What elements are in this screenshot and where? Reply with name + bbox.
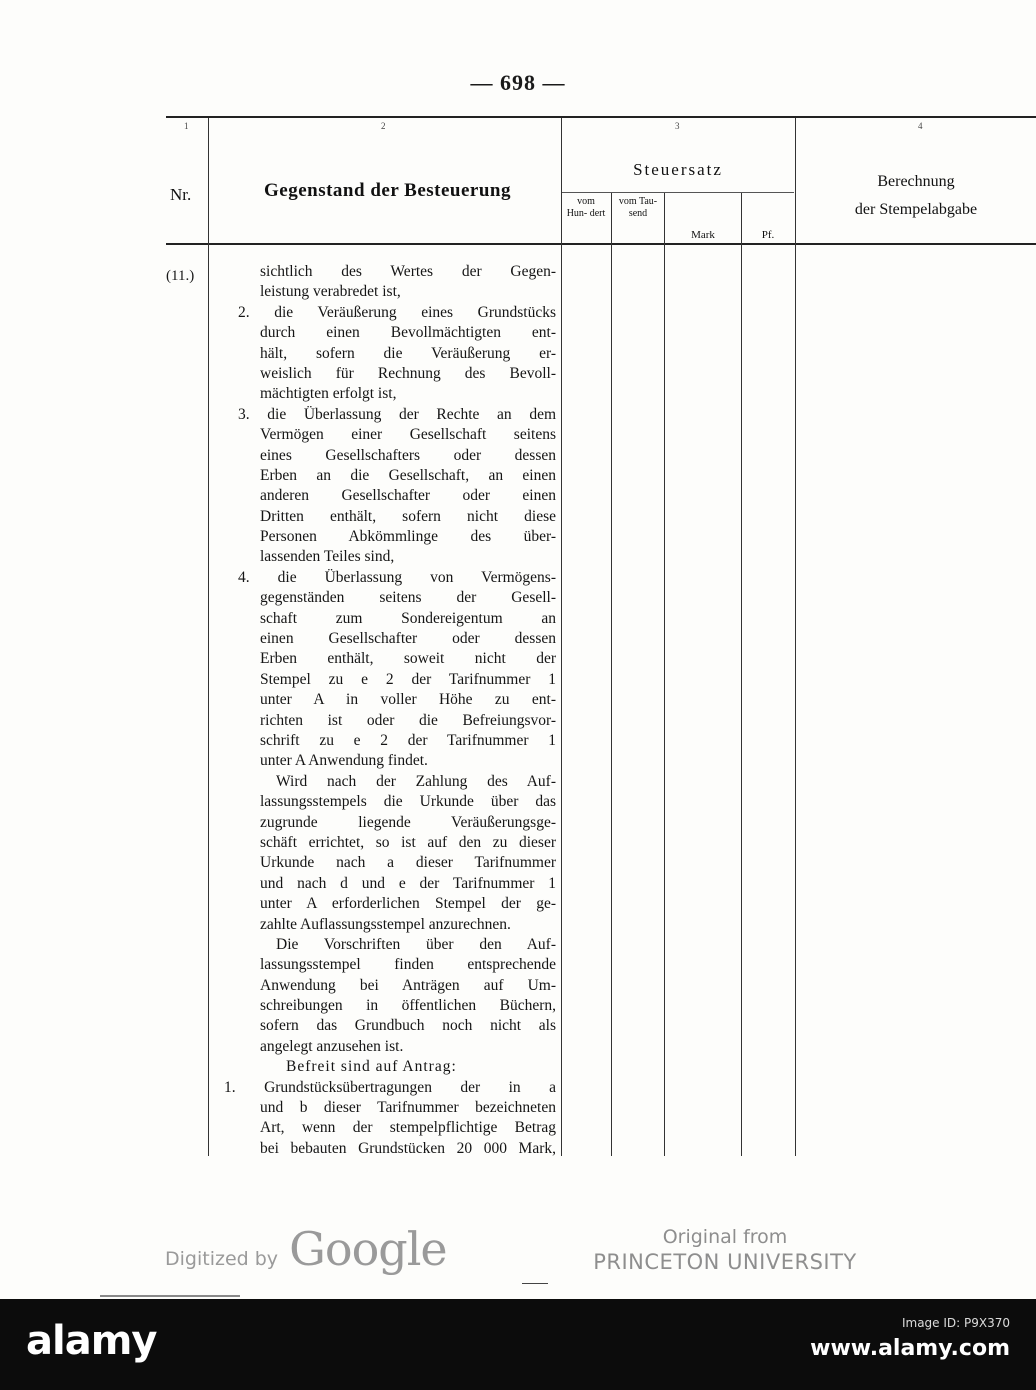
princeton-university: PRINCETON UNIVERSITY [593,1250,857,1274]
text-line: gegenständen seitens der Gesell- [260,589,556,607]
text-line: 3. die Überlassung der Rechte an dem [238,405,556,423]
column-divider-3b [664,193,665,1156]
image-id: Image ID: P9X370 [901,1316,1010,1330]
text-line: richten ist oder die Befreiungsvor- [260,711,556,729]
column-number-3: 3 [675,121,680,131]
row-number: (11.) [166,268,195,284]
alamy-logo: alamy [26,1318,157,1364]
text-line: Urkunde nach a dieser Tarifnummer [260,854,556,872]
header-pf: Pf. [761,229,775,241]
text-line: Anwendung bei Anträgen auf Um- [260,976,556,994]
text-line: leistung verabredet ist, [260,283,401,301]
column-divider-3a [611,193,612,1156]
page-number: — 698 — [470,70,566,95]
header-berechnung-line2: der Stempelabgabe [854,201,978,218]
header-bottom-rule [166,243,1036,245]
column-number-1: 1 [184,121,189,131]
text-line: zugrunde liegende Veräußerungsge- [260,813,556,831]
text-line: Erben an die Gesellschaft, an einen [260,466,556,484]
column-number-4: 4 [918,121,923,131]
header-vom-tausend: vom Tau- send [618,196,658,219]
text-line: zahlte Auflassungsstempel anzurechnen. [260,915,511,933]
text-line: lassungsstempels die Urkunde über das [260,793,556,811]
text-line: Vermögen einer Gesellschaft seitens [260,426,556,444]
text-line: bei bebauten Grundstücken 20 000 Mark, [260,1139,556,1157]
column-divider-4 [795,118,796,1156]
text-line: Stempel zu e 2 der Tarifnummer 1 [260,670,556,688]
text-line: Wird nach der Zahlung des Auf- [276,772,556,790]
text-line: schrift zu e 2 der Tarifnummer 1 [260,731,556,749]
text-line: hält, sofern die Veräußerung er- [260,344,556,362]
text-line: und nach d und e der Tarifnummer 1 [260,874,556,892]
alamy-site: www.alamy.com [810,1336,1010,1361]
google-logo: Google [289,1222,447,1276]
alamy-meta [810,1316,1010,1361]
text-line: weislich für Rechnung des Bevoll- [260,364,556,382]
steuersatz-subrule [562,192,794,193]
header-steuersatz: Steuersatz [633,160,723,179]
text-line: anderen Gesellschafter oder einen [260,487,556,505]
original-from-label: Original from [662,1226,788,1248]
column-number-2: 2 [381,121,386,131]
text-line: eines Gesellschafters oder dessen [260,446,556,464]
text-line: Befreit sind auf Antrag: [286,1058,457,1076]
text-line: unter A in voller Höhe zu ent- [260,691,556,709]
header-mark: Mark [691,229,715,241]
header-gegenstand: Gegenstand der Besteuerung [264,180,511,201]
text-line: schreibungen in öffentlichen Büchern, [260,997,556,1015]
text-line: lassungsstempel finden entsprechende [260,956,556,974]
header-vom-hundert: vom Hun- dert [566,196,606,219]
text-line: und b dieser Tarifnummer bezeichneten [260,1099,556,1117]
text-line: Art, wenn der stempelpflichtige Betrag [260,1119,556,1137]
table-top-rule [166,116,1036,118]
text-line: sichtlich des Wertes der Gegen- [260,263,556,280]
text-line: Dritten enthält, sofern nicht diese [260,507,556,525]
text-line: 1. Grundstücksübertragungen der in a [224,1078,556,1096]
bottom-dash [522,1283,548,1284]
original-from [560,1226,890,1274]
text-line: unter A Anwendung findet. [260,752,428,770]
text-line: angelegt anzusehen ist. [260,1037,404,1055]
header-nr: Nr. [170,185,192,204]
text-line: durch einen Bevollmächtigten ent- [260,324,556,342]
tariff-text [224,262,556,1159]
digitized-by-google [165,1222,447,1276]
header-berechnung-line1: Berechnung [877,173,955,190]
column-divider-1 [208,118,209,1156]
header-berechnung [796,168,1036,224]
column-divider-2 [561,118,562,1156]
text-line: lassenden Teiles sind, [260,548,395,566]
text-line: schaft zum Sondereigentum an [260,609,556,627]
text-line: 2. die Veräußerung eines Grundstücks [238,303,556,321]
text-line: schäft errichtet, so ist auf den zu dieser [260,833,556,851]
text-line: Erben enthält, soweit nicht der [260,650,556,668]
text-line: Personen Abkömmlinge des über- [260,528,556,546]
text-line: einen Gesellschafter oder dessen [260,630,556,648]
text-line: sofern das Grundbuch noch nicht als [260,1017,556,1035]
column-divider-3c [741,193,742,1156]
text-line: 4. die Überlassung von Vermögens- [238,568,556,586]
digitized-label: Digitized by [165,1248,279,1270]
text-line: unter A erforderlichen Stempel der ge- [260,895,556,913]
bottom-left-mark [100,1295,240,1297]
text-line: Die Vorschriften über den Auf- [276,935,556,953]
text-line: mächtigten erfolgt ist, [260,385,397,403]
